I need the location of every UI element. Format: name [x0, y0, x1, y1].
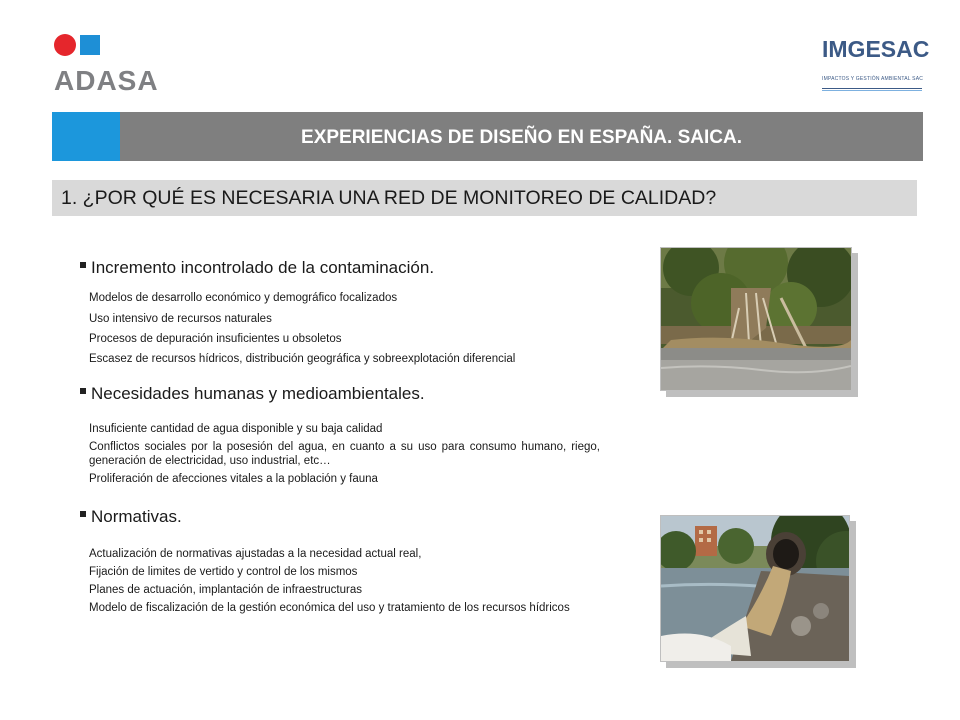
- imgesac-tagline: IMPACTOS Y GESTIÓN AMBIENTAL SAC: [822, 76, 924, 82]
- sewage-outfall-photo: [660, 515, 850, 662]
- bullet-group-needs: [80, 384, 600, 486]
- section-title: 1. ¿POR QUÉ ES NECESARIA UNA RED DE MONITOREO DE CALIDAD?: [61, 187, 717, 209]
- square-bullet-icon: [80, 511, 86, 517]
- imgesac-rule-accent: [822, 90, 922, 91]
- bullet-group-regulations: [80, 507, 600, 615]
- bullet-heading-text: Incremento incontrolado de la contaminación.: [91, 258, 435, 277]
- list-item: Insuficiente cantidad de agua disponible y su baja calidad: [89, 423, 383, 435]
- section-title-bar: [52, 180, 917, 216]
- list-item: Conflictos sociales por la posesión del agua, en cuanto a su uso para consumo humano, riego, generación de electricidad, uso industrial, etc…: [89, 441, 600, 467]
- bullet-heading-text: Necesidades humanas y medioambientales.: [91, 384, 425, 403]
- imgesac-logo: [820, 36, 930, 96]
- slide-title: EXPERIENCIAS DE DISEÑO EN ESPAÑA. SAICA.: [301, 127, 742, 148]
- title-accent-block: [52, 112, 120, 161]
- adasa-blue-square-icon: [80, 35, 100, 55]
- list-item: Actualización de normativas ajustadas a la necesidad actual real,: [89, 548, 422, 560]
- square-bullet-icon: [80, 262, 86, 268]
- bullet-heading: [80, 258, 600, 278]
- imgesac-wordmark: IMGESAC: [822, 36, 930, 62]
- adasa-red-dot-icon: [54, 34, 76, 56]
- outfall-image: [661, 516, 849, 661]
- list-item: Procesos de depuración insuficientes u obsoletos: [89, 333, 342, 345]
- bullet-heading: [80, 507, 600, 527]
- adasa-wordmark: ADASA: [54, 65, 159, 96]
- bullet-heading-text: Normativas.: [91, 507, 182, 526]
- bullet-group-contamination: [80, 258, 600, 366]
- riverbank-image: [661, 248, 851, 390]
- imgesac-rule: [822, 88, 922, 89]
- list-item: Planes de actuación, implantación de infraestructuras: [89, 584, 362, 596]
- adasa-logo: [54, 34, 174, 94]
- bullet-heading: [80, 384, 600, 404]
- list-item: Escasez de recursos hídricos, distribución geográfica y sobreexplotación diferencial: [89, 353, 516, 365]
- square-bullet-icon: [80, 388, 86, 394]
- list-item: Modelos de desarrollo económico y demográfico focalizados: [89, 292, 398, 304]
- list-item: Fijación de limites de vertido y control de los mismos: [89, 566, 358, 578]
- list-item: Modelo de fiscalización de la gestión económica del uso y tratamiento de los recursos hídricos: [89, 602, 570, 614]
- list-item: Proliferación de afecciones vitales a la población y fauna: [89, 473, 378, 485]
- slide-title-bar: [52, 112, 923, 161]
- list-item: Uso intensivo de recursos naturales: [89, 313, 272, 325]
- polluted-riverbank-photo: [660, 247, 852, 391]
